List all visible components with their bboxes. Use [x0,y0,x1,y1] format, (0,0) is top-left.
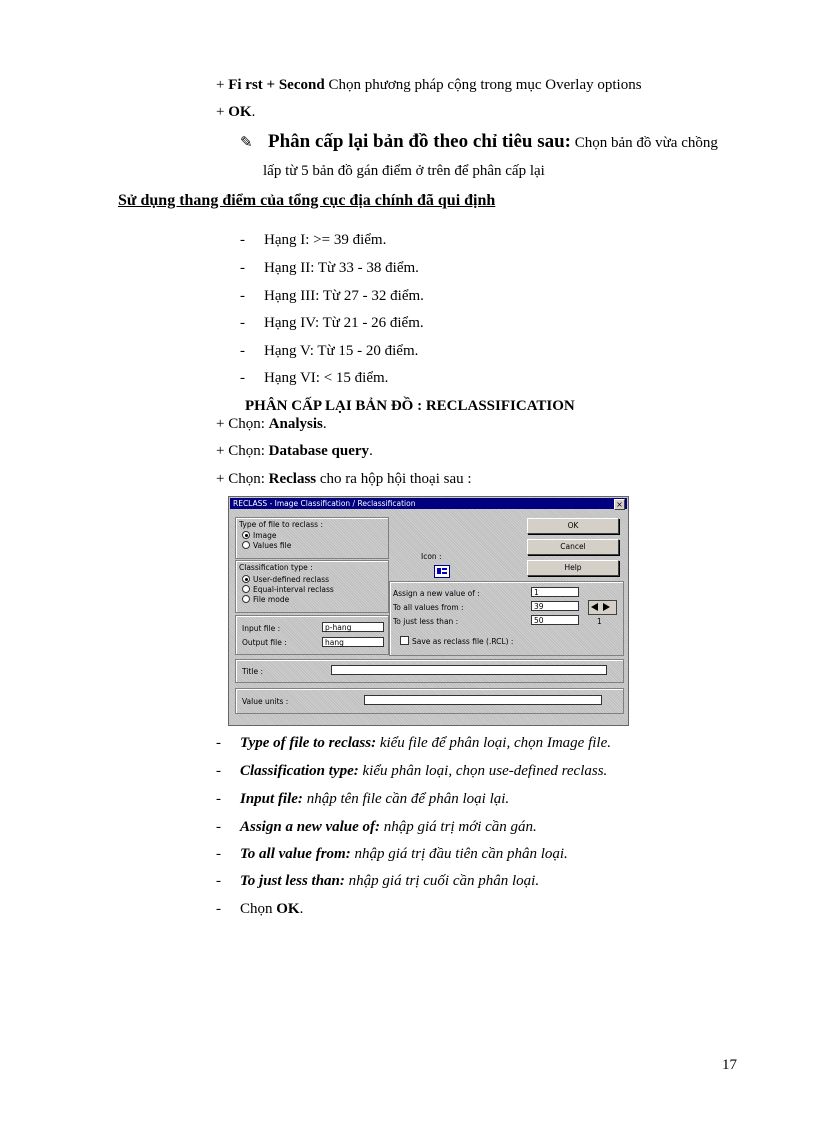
units-input[interactable] [364,695,602,705]
list-dash: - [216,763,221,779]
cancel-button[interactable]: Cancel [527,539,619,555]
file-io-group [235,615,389,655]
list-item [240,763,607,780]
checkbox-icon [400,636,409,645]
dialog-titlebar [230,498,627,509]
input-file-field[interactable]: p-hang [322,622,384,632]
list-item: Hạng V: Từ 15 - 20 điểm. [264,343,419,359]
radio-icon [242,531,250,539]
radio-icon [242,595,250,603]
title-label: Title : [242,667,263,676]
list-item: Hạng VI: < 15 điểm. [264,370,389,386]
assign-label: Assign a new value of : [393,589,480,598]
step-bold: Analysis [268,416,323,432]
step-text: . [251,104,256,120]
step-text: . [322,416,327,432]
file-type-group [235,517,389,559]
step-prefix: + Chọn: [216,443,269,459]
step-prefix: + [216,77,229,93]
radio-label: Image [253,531,277,540]
radio-user-defined[interactable] [242,575,329,584]
step-bold: OK [228,104,252,120]
radio-values-file[interactable] [242,541,291,550]
radio-label: User-defined reclass [253,575,330,584]
list-dash: - [216,819,221,835]
radio-icon [242,585,250,593]
checkbox-label: Save as reclass file (.RCL) : [412,637,514,646]
units-label: Value units : [242,697,289,706]
term: Input file: [240,791,303,807]
right-arrow-icon [603,603,610,611]
term: Classification type: [240,763,359,779]
units-group [235,688,624,714]
term: To just less than: [240,873,345,889]
choose-step [216,416,327,433]
from-value-input[interactable]: 39 [531,601,579,611]
section-heading: Sử dụng thang điểm của tổng cục địa chính đã qui định [118,192,496,209]
assign-group [389,581,624,656]
term: Assign a new value of: [240,819,381,835]
reclass-intro [240,131,718,153]
list-dash: - [216,791,221,807]
list-item [240,873,539,890]
list-dash: - [240,315,245,331]
title-group [235,659,624,683]
step-text: cho ra hộp hội thoại sau : [316,471,472,487]
output-file-field[interactable]: hang [322,637,384,647]
radio-label: File mode [253,595,290,604]
choose-step [216,443,373,460]
radio-file-mode[interactable] [242,595,289,604]
step-text: . [369,443,373,459]
reclass-heading: PHÂN CẤP LẠI BẢN ĐỒ : RECLASSIFICATION [245,398,575,414]
description: nhập giá trị cuối cần phân loại. [344,873,540,889]
description: nhập tên file cần để phân loại lại. [302,791,510,807]
page-number: 17 [722,1057,737,1073]
reclass-dialog [228,496,629,726]
classification-label: Classification type : [239,563,313,572]
step-prefix: Chọn [240,901,277,917]
ok-button[interactable]: OK [527,518,619,534]
step-prefix: + Chọn: [216,416,269,432]
arrow-spinner[interactable] [588,600,617,615]
list-dash: - [216,873,221,889]
assign-value-input[interactable]: 1 [531,587,579,597]
list-dash: - [216,901,221,917]
list-dash: - [240,343,245,359]
less-value-input[interactable]: 50 [531,615,579,625]
less-label: To just less than : [393,617,459,626]
list-item: Hạng II: Từ 33 - 38 điểm. [264,260,419,276]
term: To all value from: [240,846,351,862]
list-item [240,901,303,918]
list-dash: - [240,370,245,386]
step-bold: Fi rst + Second [228,77,325,93]
reclass-intro-line2: lấp từ 5 bản đồ gán điểm ở trên để phân cấp lại [263,163,545,179]
radio-equal-interval[interactable] [242,585,334,594]
list-item: Hạng I: >= 39 điểm. [264,232,387,248]
reclass-icon [434,565,450,578]
step-bold: Reclass [268,471,317,487]
step-text: . [299,901,304,917]
description: kiểu file để phân loại, chọn Image file. [376,735,612,751]
list-dash: - [240,260,245,276]
step-bold: OK [276,901,300,917]
radio-image[interactable] [242,531,277,540]
left-arrow-icon [591,603,598,611]
help-button[interactable]: Help [527,560,619,576]
list-item: Hạng IV: Từ 21 - 26 điểm. [264,315,424,331]
description: nhập giá trị mới cần gán. [380,819,537,835]
list-item [240,735,611,752]
step-ok [216,104,255,121]
counter-value: 1 [597,617,602,626]
input-file-label: Input file : [242,624,281,633]
dialog-title: RECLASS - Image Classification / Reclassification [233,499,416,508]
save-reclass-checkbox[interactable] [400,636,513,646]
step-prefix: + [216,104,229,120]
pencil-arrow-icon: ✎ [240,135,253,151]
list-dash: - [216,846,221,862]
title-input[interactable] [331,665,607,675]
choose-step [216,471,472,488]
close-icon[interactable]: × [614,499,625,510]
file-type-label: Type of file to reclass : [239,520,324,529]
list-dash: - [216,735,221,751]
step-bold: Database query [268,443,370,459]
icon-label: Icon : [421,552,442,561]
list-item [240,819,537,836]
step-text: Chọn phương pháp cộng trong mục Overlay options [324,77,642,93]
description: kiểu phân loại, chọn use-defined reclass. [358,763,608,779]
list-dash: - [240,232,245,248]
radio-icon [242,541,250,549]
list-dash: - [240,288,245,304]
from-label: To all values from : [393,603,464,612]
description: nhập giá trị đầu tiên cần phân loại. [350,846,568,862]
radio-label: Equal-interval reclass [253,585,334,594]
step-prefix: + Chọn: [216,471,269,487]
list-item: Hạng III: Từ 27 - 32 điểm. [264,288,424,304]
output-file-label: Output file : [242,638,287,647]
reclass-intro-title: Phân cấp lại bản đồ theo chỉ tiêu sau: [268,131,571,152]
radio-label: Values file [253,541,292,550]
step-first-second [216,77,642,94]
reclass-intro-text: Chọn bản đồ vừa chồng [571,135,718,151]
list-item [240,846,568,863]
list-item [240,791,509,808]
term: Type of file to reclass: [240,735,377,751]
classification-group [235,560,389,613]
radio-icon [242,575,250,583]
